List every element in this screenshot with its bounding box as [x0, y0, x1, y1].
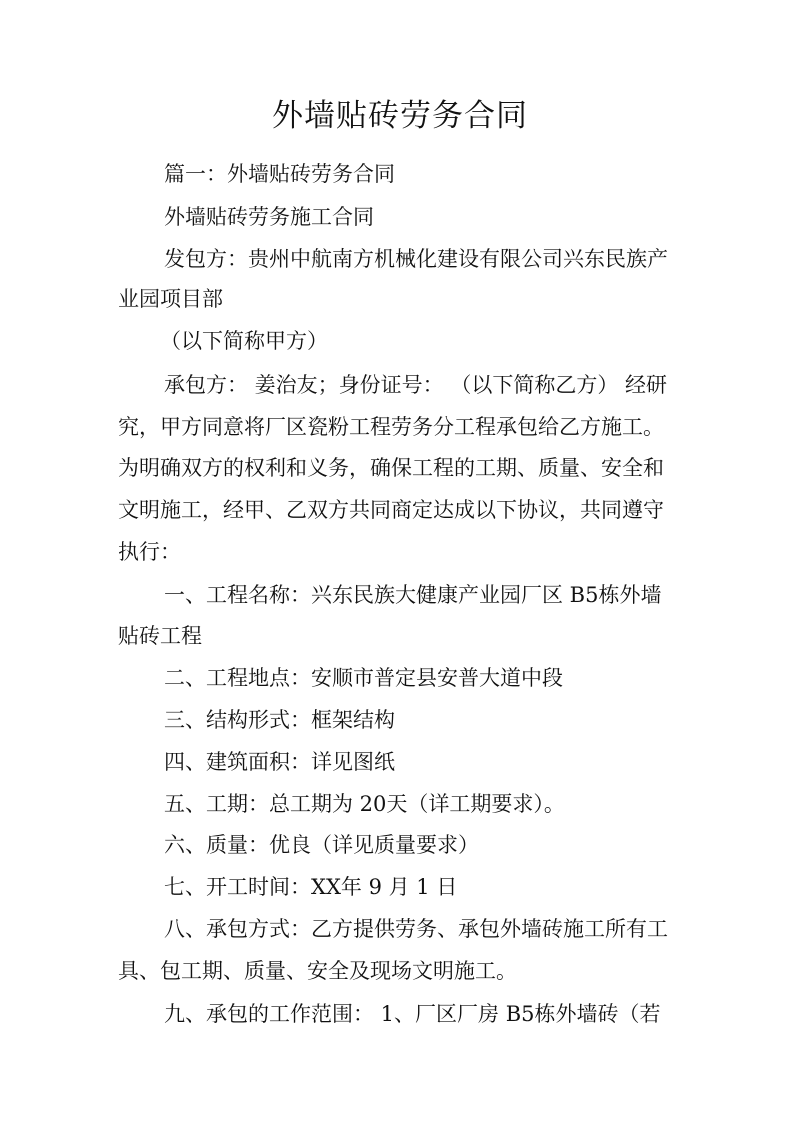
section-heading: 篇一：外墙贴砖劳务合同	[164, 162, 395, 186]
clause-quality: 六、质量：优良（详见质量要求）	[164, 833, 479, 857]
clause-work-scope: 九、承包的工作范围： 1、厂区厂房 B5栋外墙砖（若	[164, 1002, 661, 1026]
contract-subtitle: 外墙贴砖劳务施工合同	[164, 205, 374, 229]
paragraph-line: 文明施工，经甲、乙双方共同商定达成以下协议，共同遵守	[118, 498, 664, 522]
party-a-note: （以下简称甲方）	[160, 329, 328, 353]
clause-building-area: 四、建筑面积：详见图纸	[164, 750, 395, 774]
clause-project-name-continued: 贴砖工程	[118, 624, 202, 648]
paragraph-line: 执行：	[118, 540, 181, 564]
clause-contract-method: 八、承包方式：乙方提供劳务、承包外墙砖施工所有工	[164, 917, 668, 941]
clause-start-date: 七、开工时间：XX年 9 月 1 日	[164, 875, 458, 899]
clause-project-location: 二、工程地点：安顺市普定县安普大道中段	[164, 666, 563, 690]
employer-line-continued: 业园项目部	[118, 287, 223, 311]
clause-project-name: 一、工程名称：兴东民族大健康产业园厂区 B5栋外墙	[164, 583, 662, 607]
clause-structure-type: 三、结构形式：框架结构	[164, 708, 395, 732]
clause-duration: 五、工期：总工期为 20天（详工期要求）。	[164, 792, 565, 816]
clause-contract-method-continued: 具、包工期、质量、安全及现场文明施工。	[118, 959, 517, 983]
paragraph-line: 为明确双方的权利和义务，确保工程的工期、质量、安全和	[118, 456, 664, 480]
paragraph-line: 究，甲方同意将厂区瓷粉工程劳务分工程承包给乙方施工。	[118, 415, 664, 439]
contractor-line: 承包方： 姜治友；身份证号： （以下简称乙方） 经研	[164, 373, 668, 397]
document-title: 外墙贴砖劳务合同	[272, 98, 528, 134]
employer-line: 发包方：贵州中航南方机械化建设有限公司兴东民族产	[164, 247, 668, 271]
